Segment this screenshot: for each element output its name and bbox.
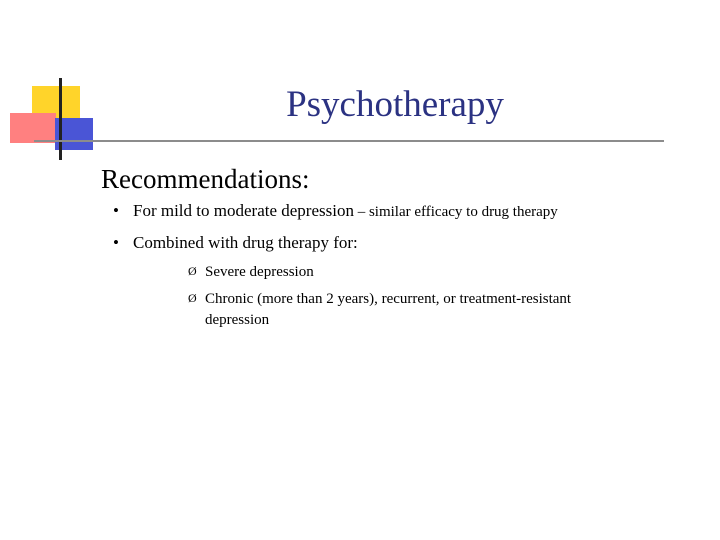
bullet-note: – similar efficacy to drug therapy bbox=[353, 204, 558, 220]
sub-item-continuation: depression bbox=[205, 312, 270, 328]
bullet-marker: • bbox=[113, 201, 119, 220]
bullet-marker: • bbox=[113, 233, 119, 252]
arrow-bullet-icon: Ø bbox=[188, 291, 197, 305]
bullet-item-combined bbox=[113, 233, 358, 253]
recommendations-heading: Recommendations: bbox=[101, 164, 310, 194]
decorative-vertical-line bbox=[59, 78, 62, 160]
slide-title-container bbox=[225, 80, 565, 130]
sub-item-severe bbox=[188, 260, 314, 283]
arrow-bullet-icon: Ø bbox=[188, 264, 197, 278]
title-divider bbox=[34, 140, 664, 142]
bullet-text: Combined with drug therapy for: bbox=[133, 233, 358, 252]
sub-item-text: Severe depression bbox=[205, 264, 314, 280]
decorative-red-square bbox=[10, 113, 56, 143]
bullet-text: For mild to moderate depression bbox=[133, 201, 354, 220]
bullet-item-mild-moderate bbox=[113, 201, 558, 221]
slide-title: Psychotherapy bbox=[286, 84, 504, 125]
sub-item-text: Chronic (more than 2 years), recurrent, or treatment-resistant bbox=[205, 291, 572, 307]
sub-item-chronic bbox=[188, 287, 571, 310]
